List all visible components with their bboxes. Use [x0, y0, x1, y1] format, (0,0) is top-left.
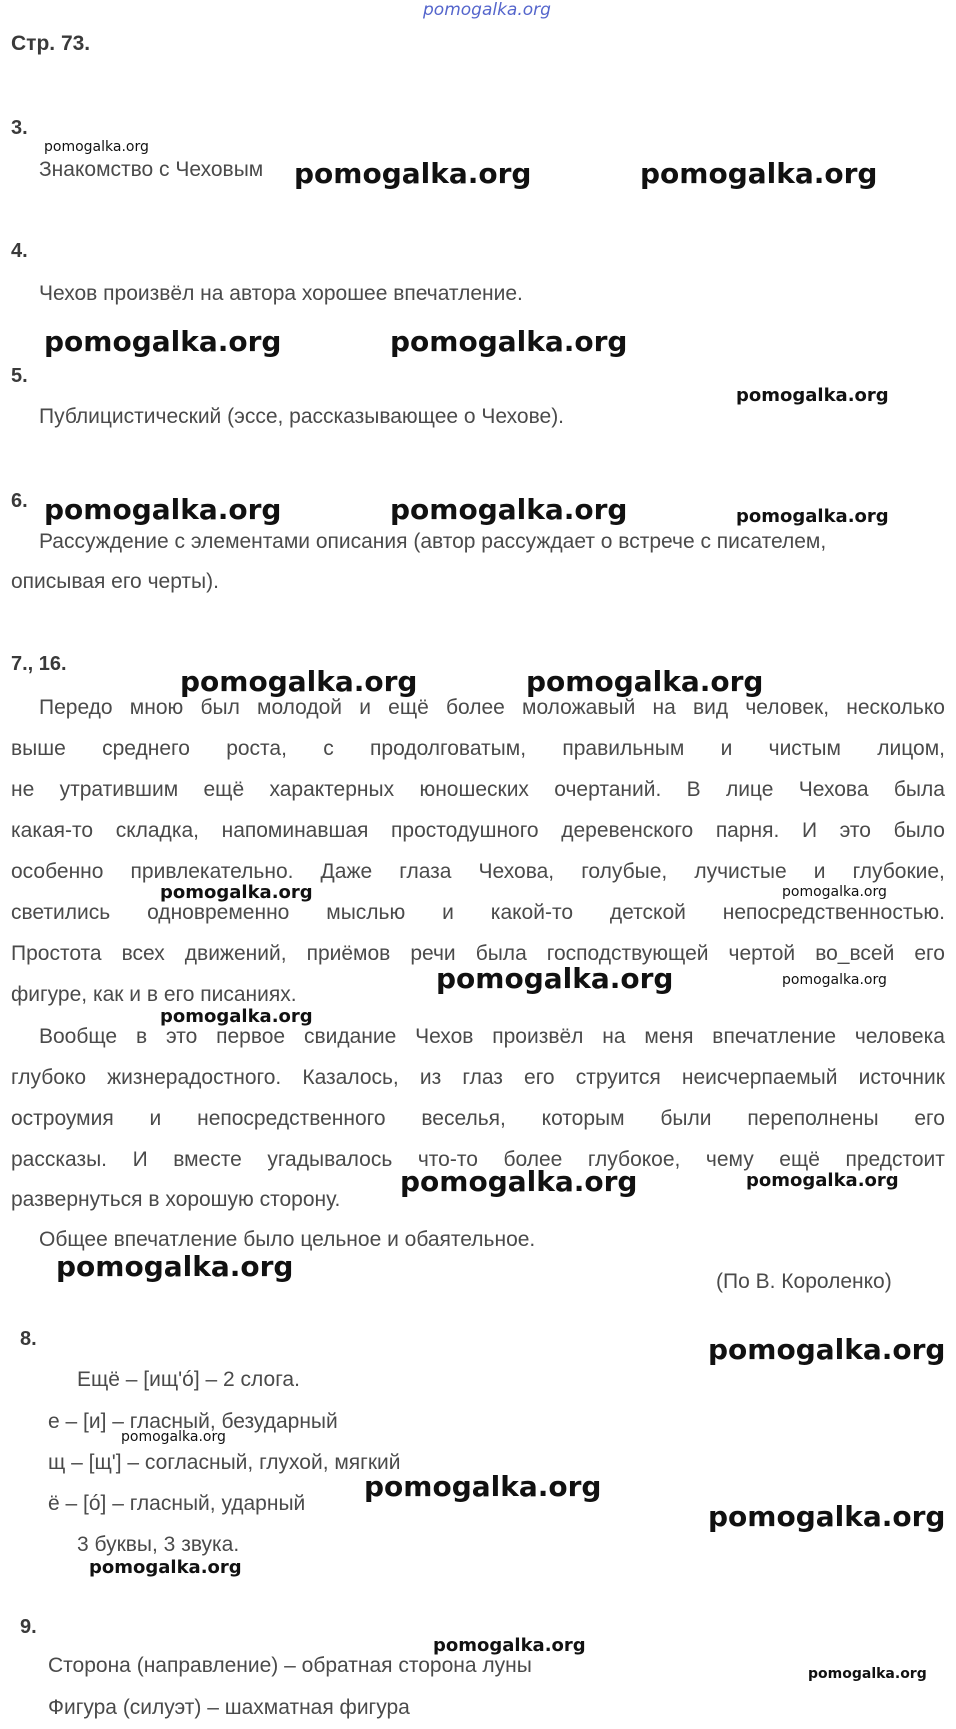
watermark: pomogalka.org: [640, 157, 878, 190]
watermark: pomogalka.org: [708, 1333, 946, 1366]
page-title: Стр. 73.: [11, 32, 91, 55]
paragraph-line: глубоко жизнерадостного. Казалось, из глаз его струится неисчерпаемый источник: [11, 1066, 945, 1089]
task-8-number: 8.: [20, 1328, 37, 1350]
task-8-item: ё – [ó] – гласный, ударный: [48, 1492, 306, 1515]
watermark: pomogalka.org: [782, 884, 887, 900]
watermark: pomogalka.org: [56, 1250, 294, 1283]
paragraph-line: светились одновременно мыслью и какой-то детской непосредственностью.: [11, 901, 945, 924]
task-5-answer: Публицистический (эссе, рассказывающее о Чехове).: [39, 405, 565, 428]
watermark: pomogalka.org: [89, 1557, 242, 1578]
watermark: pomogalka.org: [746, 1170, 899, 1191]
paragraph-line: Передо мною был молодой и ещё более моложавый на вид человек, несколько: [39, 696, 945, 719]
watermark: pomogalka.org: [400, 1165, 638, 1198]
task-3-answer: Знакомство с Чеховым: [39, 158, 264, 181]
watermark: pomogalka.org: [160, 882, 313, 903]
paragraph-line: не утратившим ещё характерных юношеских очертаний. В лице Чехова была: [11, 778, 945, 801]
watermark: pomogalka.org: [782, 972, 887, 988]
task-9-number: 9.: [20, 1616, 37, 1638]
paragraph-line: остроумия и непосредственного веселья, которым были переполнены его: [11, 1107, 945, 1130]
watermark: pomogalka.org: [436, 962, 674, 995]
watermark: pomogalka.org: [390, 493, 628, 526]
task-6-answer-line-2: описывая его черты).: [11, 570, 219, 593]
task-8-item: е – [и] – гласный, безударный: [48, 1410, 338, 1433]
quote-source: (По В. Короленко): [716, 1270, 892, 1293]
watermark: pomogalka.org: [526, 665, 764, 698]
watermark: pomogalka.org: [160, 1006, 313, 1027]
task-6-answer-line-1: Рассуждение с элементами описания (автор рассуждает о встрече с писателем,: [39, 530, 827, 553]
task-8-word: Ещё – [ищ'ó] – 2 слога.: [77, 1368, 300, 1391]
watermark: pomogalka.org: [294, 157, 532, 190]
watermark: pomogalka.org: [44, 325, 282, 358]
watermark: pomogalka.org: [390, 325, 628, 358]
paragraph-line: рассказы. И вместе угадывалось что-то более глубокое, чему ещё предстоит: [11, 1148, 945, 1171]
watermark: pomogalka.org: [44, 139, 149, 155]
task-8-item: щ – [щ'] – согласный, глухой, мягкий: [48, 1451, 401, 1474]
task-5-number: 5.: [11, 365, 28, 387]
paragraph-line: особенно привлекательно. Даже глаза Чехова, голубые, лучистые и глубокие,: [11, 860, 945, 883]
watermark: pomogalka.org: [736, 506, 889, 527]
paragraph-line: какая-то складка, напоминавшая простодушного деревенского парня. И это было: [11, 819, 945, 842]
paragraph-line: Общее впечатление было цельное и обаятельное.: [39, 1228, 536, 1251]
task-9-item: Сторона (направление) – обратная сторона луны: [48, 1654, 532, 1677]
watermark: pomogalka.org: [433, 1635, 586, 1656]
task-4-number: 4.: [11, 240, 28, 262]
watermark: pomogalka.org: [44, 493, 282, 526]
watermark: pomogalka.org: [364, 1470, 602, 1503]
watermark: pomogalka.org: [708, 1500, 946, 1533]
watermark: pomogalka.org: [808, 1666, 927, 1682]
paragraph-line: развернуться в хорошую сторону.: [11, 1188, 341, 1211]
paragraph-line: фигуре, как и в его писаниях.: [11, 983, 297, 1006]
paragraph-line: Вообще в это первое свидание Чехов произвёл на меня впечатление человека: [39, 1025, 945, 1048]
watermark: pomogalka.org: [180, 665, 418, 698]
paragraph-line: Простота всех движений, приёмов речи была господствующей чертой во_всей его: [11, 942, 945, 965]
watermark-top: pomogalka.org: [423, 0, 551, 20]
task-7-number: 7., 16.: [11, 653, 67, 675]
watermark: pomogalka.org: [736, 385, 889, 406]
paragraph-line: выше среднего роста, с продолговатым, правильным и чистым лицом,: [11, 737, 945, 760]
task-6-number: 6.: [11, 490, 28, 512]
task-8-summary: 3 буквы, 3 звука.: [77, 1533, 240, 1556]
task-3-number: 3.: [11, 117, 28, 139]
task-4-answer: Чехов произвёл на автора хорошее впечатление.: [39, 282, 523, 305]
task-9-item: Фигура (силуэт) – шахматная фигура: [48, 1696, 410, 1719]
watermark: pomogalka.org: [121, 1429, 226, 1445]
